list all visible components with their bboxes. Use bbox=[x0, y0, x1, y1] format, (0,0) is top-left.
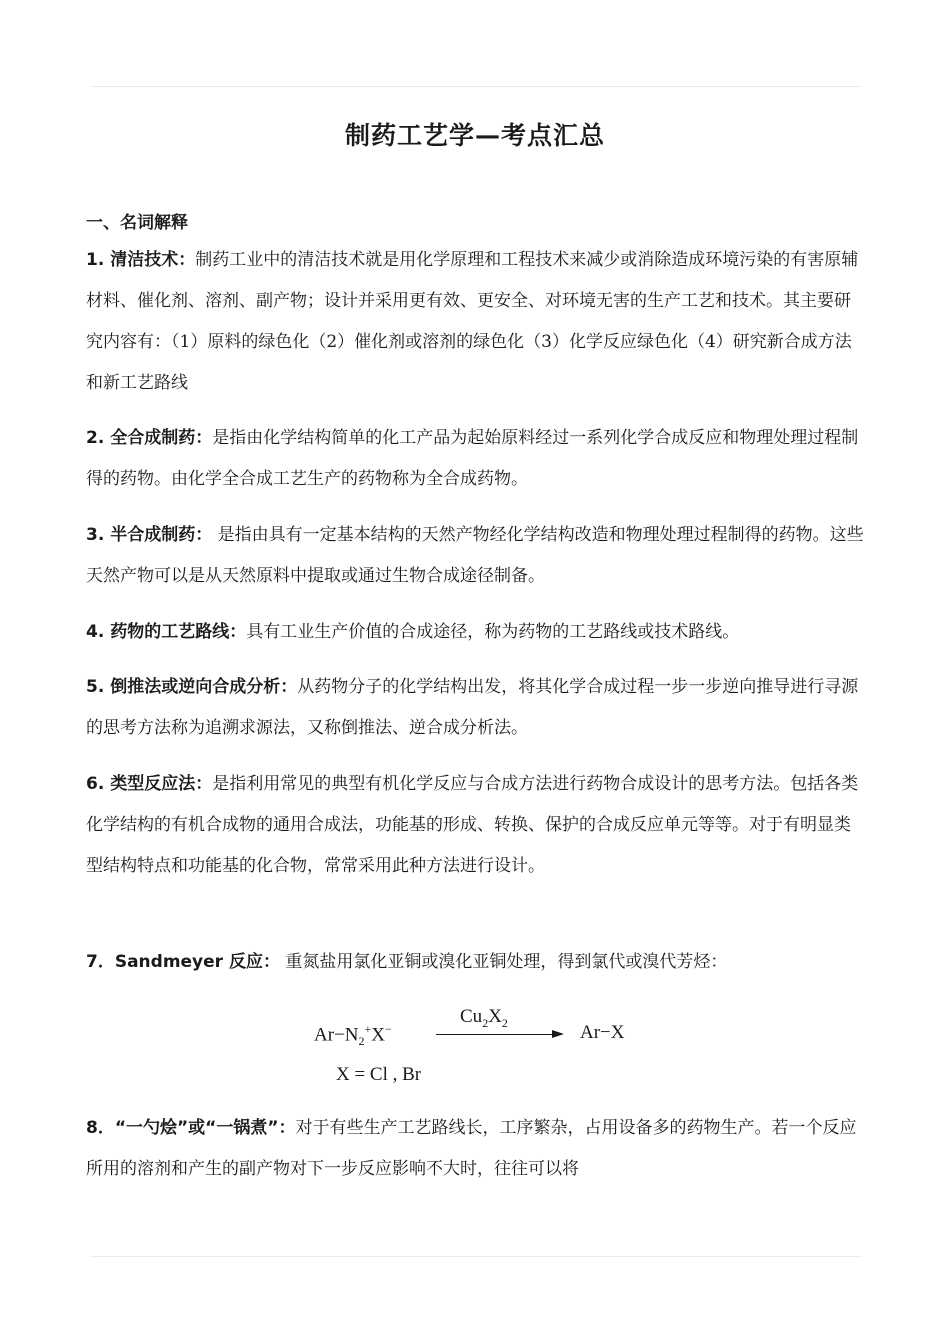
item-text: 制药工业中的清洁技术就是用化学原理和工程技术来减少或消除造成环境污染的有害原辅材料、催化剂、溶剂、副产物；设计并采用更有效、更安全、对环境无害的生产工艺和技术。其主要研究内容有：（1）原料的绿色化（2）催化剂或溶剂的绿色化（3）化学反应绿色化（4）研究新合成方法和新工艺路线 bbox=[86, 250, 859, 393]
item-retrosynthesis bbox=[86, 667, 864, 749]
item-text: 重氮盐用氯化亚铜或溴化亚铜处理，得到氯代或溴代芳烃： bbox=[279, 952, 728, 972]
item-text: 具有工业生产价值的合成途径，称为药物的工艺路线或技术路线。 bbox=[246, 622, 740, 642]
page-title: 制药工艺学—考点汇总 bbox=[344, 121, 605, 150]
sandmeyer-equation bbox=[300, 1000, 660, 1096]
item-label: 4. 药物的工艺路线： bbox=[86, 622, 247, 642]
item-sandmeyer bbox=[86, 942, 864, 983]
item-semi-synthesis bbox=[86, 515, 864, 597]
item-text: 对于有些生产工艺路线长，工序繁杂，占用设备多的药物生产。若一个反应所用的溶剂和产生的副产物对下一步反应影响不大时，往往可以将 bbox=[86, 1118, 857, 1179]
item-one-pot bbox=[86, 1108, 864, 1190]
item-text: 从药物分子的化学结构出发，将其化学合成过程一步一步逆向推导进行寻源的思考方法称为追溯求源法，又称倒推法、逆合成分析法。 bbox=[86, 677, 859, 738]
header-rule bbox=[90, 86, 862, 87]
item-label: 6. 类型反应法： bbox=[86, 774, 213, 794]
reaction-condition: X = Cl , Br bbox=[336, 1064, 422, 1085]
item-clean-technology bbox=[86, 240, 864, 404]
item-label: 1. 清洁技术： bbox=[86, 250, 196, 270]
reactant: $Ar-N_2^+X^-$ bbox=[314, 1022, 392, 1049]
footer-rule bbox=[90, 1256, 862, 1257]
reagent: $Cu_2X_2$ bbox=[460, 1006, 508, 1030]
reaction-arrow bbox=[436, 1034, 554, 1035]
section-heading: 一、名词解释 bbox=[86, 213, 188, 233]
item-label: 7．Sandmeyer 反应： bbox=[86, 952, 280, 972]
item-label: 3. 半合成制药： bbox=[86, 525, 213, 545]
arrow-head-icon bbox=[552, 1030, 564, 1038]
product: Ar−X bbox=[580, 1022, 625, 1043]
item-text: 是指由具有一定基本结构的天然产物经化学结构改造和物理处理过程制得的药物。这些天然产物可以是从天然原料中提取或通过生物合成途径制备。 bbox=[86, 525, 864, 586]
item-total-synthesis bbox=[86, 418, 864, 500]
item-process-route bbox=[86, 612, 864, 653]
item-text: 是指由化学结构简单的化工产品为起始原料经过一系列化学合成反应和物理处理过程制得的药物。由化学全合成工艺生产的药物称为全合成药物。 bbox=[86, 428, 859, 489]
item-label: 8．“一勺烩”或“一锅煮”： bbox=[86, 1118, 296, 1138]
item-label: 2. 全合成制药： bbox=[86, 428, 213, 448]
item-type-reaction bbox=[86, 764, 864, 887]
item-text: 是指利用常见的典型有机化学反应与合成方法进行药物合成设计的思考方法。包括各类化学结构的有机合成物的通用合成法，功能基的形成、转换、保护的合成反应单元等等。对于有明显类型结构特点和功能基的化合物，常常采用此种方法进行设计。 bbox=[86, 774, 859, 876]
item-label: 5. 倒推法或逆向合成分析： bbox=[86, 677, 298, 697]
